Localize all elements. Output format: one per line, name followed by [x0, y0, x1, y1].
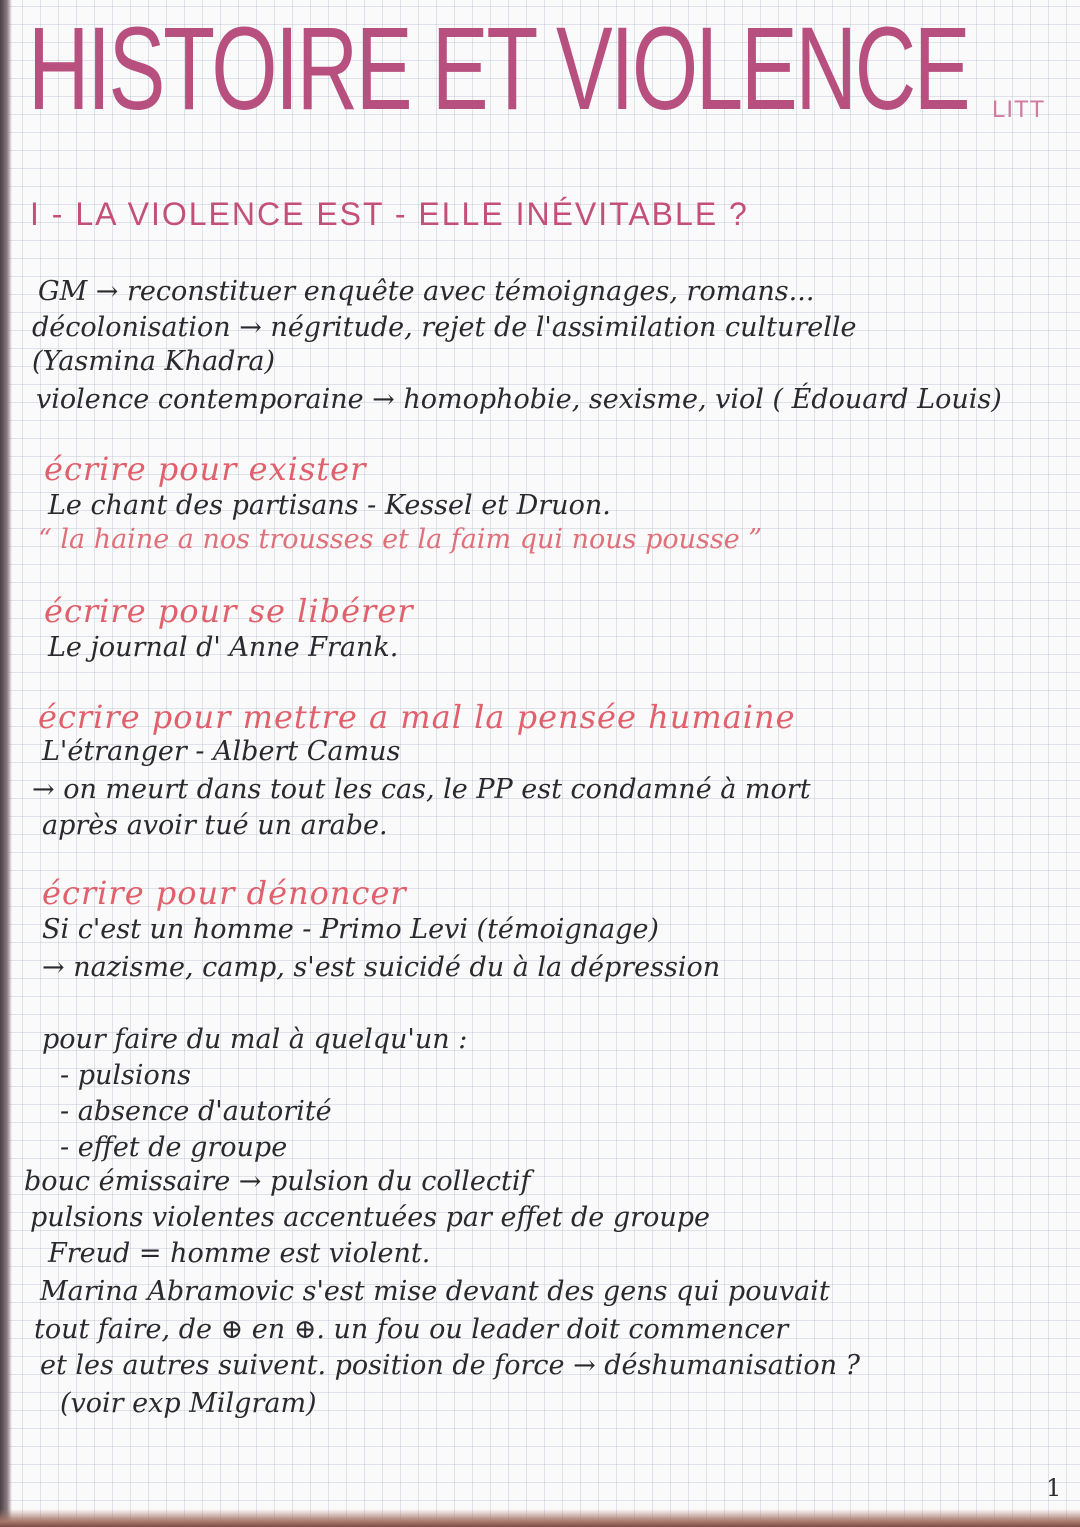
- closing-line: pour faire du mal à quelqu'un :: [42, 1024, 468, 1055]
- intro-line: violence contemporaine → homophobie, sexisme, viol ( Édouard Louis): [36, 384, 1002, 415]
- closing-line: et les autres suivent. position de force → déshumanisation ?: [40, 1350, 861, 1381]
- block-heading: écrire pour dénoncer: [42, 874, 407, 912]
- block-line: → nazisme, camp, s'est suicidé du à la dépression: [42, 952, 721, 983]
- page-title: HISTOIRE ET VIOLENCE: [28, 3, 969, 135]
- closing-line: - effet de groupe: [60, 1132, 288, 1163]
- closing-line: Marina Abramovic s'est mise devant des gens qui pouvait: [40, 1276, 830, 1307]
- closing-line: Freud = homme est violent.: [48, 1238, 431, 1269]
- closing-line: bouc émissaire → pulsion du collectif: [24, 1166, 531, 1197]
- block-heading: écrire pour mettre a mal la pensée humaine: [38, 698, 796, 736]
- page-number: 1: [1046, 1474, 1062, 1502]
- closing-line: - absence d'autorité: [60, 1096, 332, 1127]
- closing-line: pulsions violentes accentuées par effet de groupe: [30, 1202, 710, 1233]
- section-heading: I - LA VIOLENCE EST - ELLE INÉVITABLE ?: [30, 196, 749, 232]
- closing-line: - pulsions: [60, 1060, 192, 1091]
- intro-line: GM → reconstituer enquête avec témoignages, romans...: [38, 276, 815, 307]
- block-line: Le journal d' Anne Frank.: [48, 632, 399, 663]
- block-quote: “ la haine a nos trousses et la faim qui nous pousse ”: [38, 524, 763, 555]
- block-line: Si c'est un homme - Primo Levi (témoignage): [42, 914, 659, 945]
- closing-line: tout faire, de ⊕ en ⊕. un fou ou leader doit commencer: [34, 1314, 789, 1345]
- intro-line: décolonisation → négritude, rejet de l'assimilation culturelle: [32, 312, 857, 343]
- block-line: après avoir tué un arabe.: [42, 810, 388, 841]
- intro-line: (Yasmina Khadra): [32, 346, 275, 377]
- block-line: L'étranger - Albert Camus: [42, 736, 401, 767]
- block-heading: écrire pour se libérer: [44, 592, 414, 630]
- block-line: Le chant des partisans - Kessel et Druon.: [48, 490, 611, 521]
- closing-line: (voir exp Milgram): [60, 1388, 317, 1419]
- page-edge-left: [0, 0, 12, 1527]
- subject-tag: LITT: [992, 96, 1046, 123]
- block-line: → on meurt dans tout les cas, le PP est condamné à mort: [32, 774, 811, 805]
- page-edge-bottom: [0, 1509, 1080, 1527]
- block-heading: écrire pour exister: [44, 450, 367, 488]
